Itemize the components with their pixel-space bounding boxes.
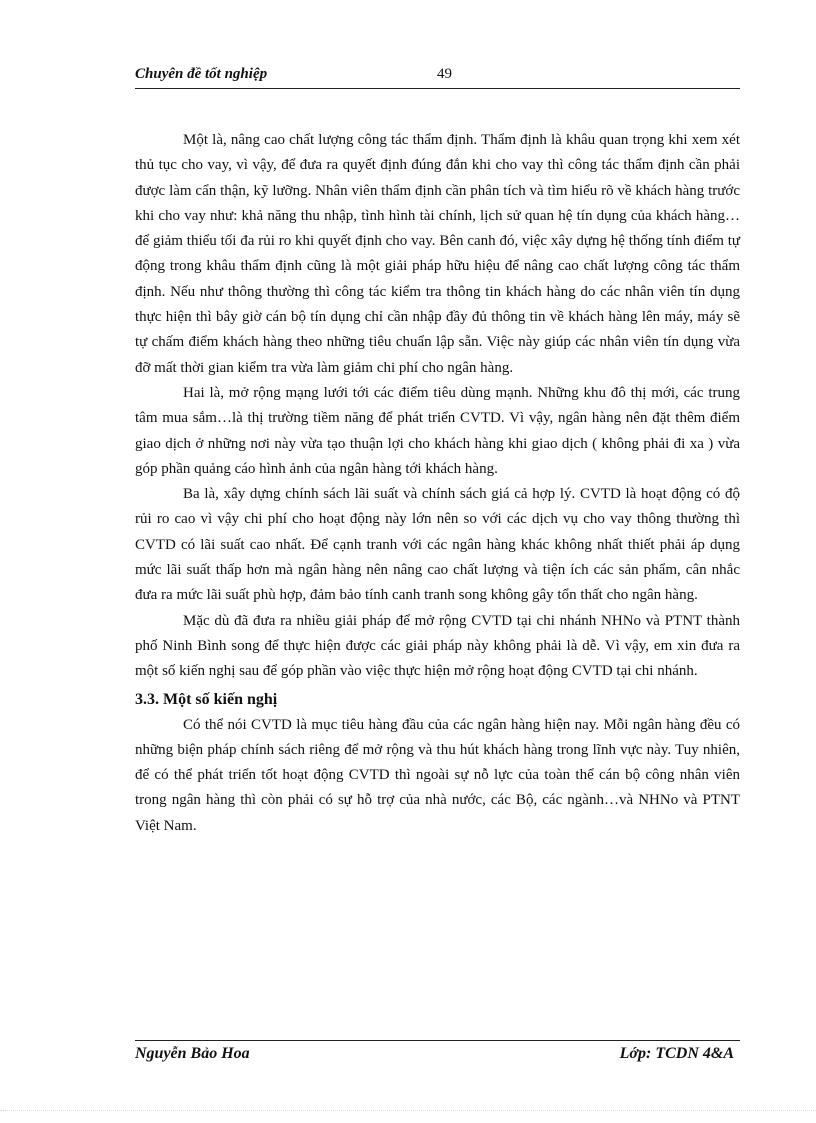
- page-header: [135, 62, 740, 89]
- page-number: 49: [437, 66, 452, 82]
- footer-divider: [135, 1040, 740, 1041]
- paragraph-solution-1: Một là, nâng cao chất lượng công tác thẩm định. Thẩm định là khâu quan trọng khi xem xét thủ tục cho vay, vì vậy, để đưa ra quyết định đúng đắn khi cho vay thì công tác thẩm định cần phải được làm cẩn thận, kỹ lưỡng. Nhân viên thẩm định cần phân tích và tìm hiểu rõ về khách hàng trước khi cho vay như: khả năng thu nhập, tình hình tài chính, lịch sử quan hệ tín dụng của khách hàng…để giảm thiểu tối đa rủi ro khi quyết định cho vay. Bên canh đó, việc xây dựng hệ thống tính điểm tự động trong khâu thẩm định cũng là một giải pháp hữu hiệu để nâng cao chất lượng công tác thẩm định. Nếu như thông thường thì công tác kiểm tra thông tin khách hàng do các nhân viên tín dụng thực hiện thì bây giờ cán bộ tín dụng chỉ cần nhập đầy đủ thông tin về khách hàng lên máy, máy sẽ tự chấm điểm khách hàng theo những tiêu chuẩn lập sẵn. Việc này giúp các nhân viên tín dụng vừa đỡ mất thời gian kiểm tra vừa làm giảm chi phí cho ngân hàng.: [135, 132, 740, 376]
- paragraph-recommendations-intro: Có thể nói CVTD là mục tiêu hàng đầu của các ngân hàng hiện nay. Mỗi ngân hàng đều có những biện pháp chính sách riêng để mở rộng và thu hút khách hàng trong lĩnh vực này. Tuy nhiên, để có thể phát triển tốt hoạt động CVTD thì ngoài sự nỗ lực của toàn thể cán bộ công nhân viên trong ngân hàng thì còn phải có sự hỗ trợ của nhà nước, các Bộ, các ngành…và NHNo và PTNT Việt Nam.: [135, 716, 740, 834]
- paragraph-solution-3: Ba là, xây dựng chính sách lãi suất và chính sách giá cả hợp lý. CVTD là hoạt động có độ rủi ro cao vì vậy chi phí cho hoạt động này lớn nên so với các dịch vụ cho vay thông thường thì CVTD có lãi suất cao nhất. Để cạnh tranh với các ngân hàng khác không nhất thiết phải áp dụng mức lãi suất thấp hơn mà ngân hàng nên nâng cao chất lượng và tiện ích các sản phẩm, cân nhắc đưa ra mức lãi suất phù hợp, đảm bảo tính canh tranh song không gây tổn thất cho ngân hàng.: [135, 486, 740, 604]
- class-label: Lớp: TCDN 4&A: [619, 1045, 734, 1062]
- paragraph-solution-2: Hai là, mở rộng mạng lưới tới các điểm tiêu dùng mạnh. Những khu đô thị mới, các trung tâm mua sắm…là thị trường tiềm năng để phát triển CVTD. Vì vậy, ngân hàng nên đặt thêm điểm giao dịch ở những nơi này vừa tạo thuận lợi cho khách hàng khi giao dịch ( không phải đi xa ) vừa góp phần quảng cáo hình ảnh của ngân hàng tới khách hàng.: [135, 384, 740, 477]
- paragraph-transition: Mặc dù đã đưa ra nhiều giải pháp để mở rộng CVTD tại chi nhánh NHNo và PTNT thành phố Ninh Bình song để thực hiện được các giải pháp này không phải là dễ. Vì vậy, em xin đưa ra một số kiến nghị sau để góp phần vào việc thực hiện mở rộng hoạt động CVTD tại chi nhánh.: [135, 612, 740, 680]
- page-footer: [135, 1045, 740, 1069]
- document-title: Chuyên đề tốt nghiệp: [135, 66, 268, 82]
- page-body: [135, 128, 740, 839]
- page-edge-divider: [0, 1110, 816, 1111]
- section-heading: 3.3. Một số kiến nghị: [135, 690, 278, 708]
- author-name: Nguyễn Bảo Hoa: [135, 1045, 250, 1062]
